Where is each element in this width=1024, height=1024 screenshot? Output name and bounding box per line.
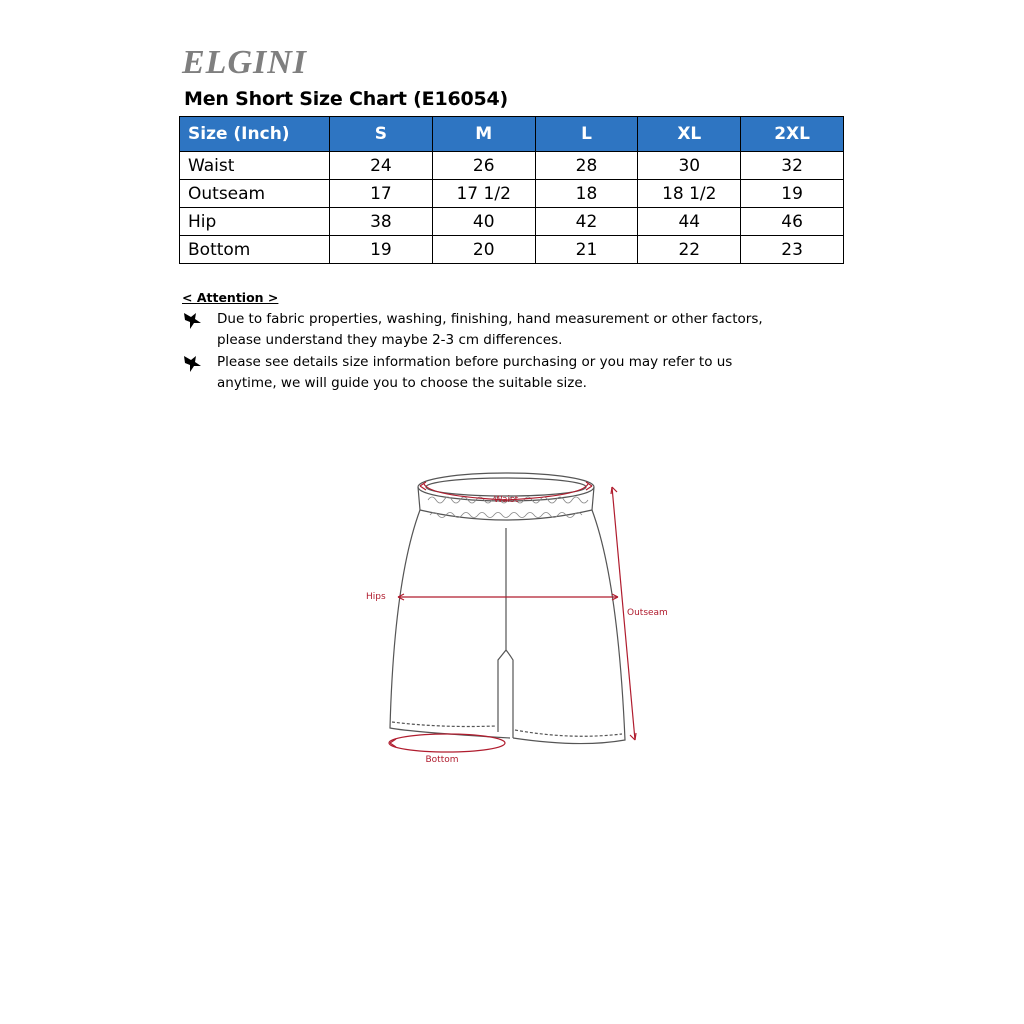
header-cell-s: S: [330, 117, 433, 152]
table-cell: 42: [535, 208, 638, 236]
table-header-row: [180, 117, 844, 152]
table-cell: 40: [432, 208, 535, 236]
table-cell: 19: [330, 236, 433, 264]
attention-note-text: Due to fabric properties, washing, finishing, hand measurement or other factors, please understand they maybe 2-3 cm differences.: [217, 311, 763, 348]
table-cell: 28: [535, 152, 638, 180]
table-row-outseam: [180, 180, 844, 208]
header-cell-l: L: [535, 117, 638, 152]
header-cell-2xl: 2XL: [741, 117, 844, 152]
table-row-waist: [180, 152, 844, 180]
table-row-bottom: [180, 236, 844, 264]
shorts-outline: [390, 473, 625, 744]
table-cell: 18 1/2: [638, 180, 741, 208]
shorts-measurement-diagram: [350, 460, 690, 780]
table-cell: 26: [432, 152, 535, 180]
table-cell: 24: [330, 152, 433, 180]
attention-note: [182, 352, 777, 394]
table-cell: 32: [741, 152, 844, 180]
table-cell: 38: [330, 208, 433, 236]
attention-heading: < Attention >: [182, 290, 279, 305]
page-title: Men Short Size Chart (E16054): [184, 88, 509, 110]
row-label: Waist: [180, 152, 330, 180]
attention-note: [182, 309, 777, 351]
outseam-label: Outseam: [627, 608, 668, 618]
table-cell: 30: [638, 152, 741, 180]
size-chart-table: [179, 116, 844, 264]
table-cell: 22: [638, 236, 741, 264]
row-label: Bottom: [180, 236, 330, 264]
table-cell: 46: [741, 208, 844, 236]
row-label: Outseam: [180, 180, 330, 208]
table-cell: 23: [741, 236, 844, 264]
header-cell-xl: XL: [638, 117, 741, 152]
row-label: Hip: [180, 208, 330, 236]
measurement-labels: [366, 495, 668, 765]
pushpin-icon: [182, 309, 204, 331]
table-cell: 20: [432, 236, 535, 264]
table-cell: 21: [535, 236, 638, 264]
bottom-label: Bottom: [425, 755, 459, 765]
brand-logo: ELGINI: [182, 44, 308, 81]
attention-note-text: Please see details size information before purchasing or you may refer to us anytime, we will guide you to choose the suitable size.: [217, 354, 733, 391]
pushpin-icon: [182, 352, 204, 374]
table-cell: 19: [741, 180, 844, 208]
table-cell: 17: [330, 180, 433, 208]
waist-label: Waist: [493, 495, 519, 505]
hips-label: Hips: [366, 592, 386, 602]
table-cell: 18: [535, 180, 638, 208]
header-cell-m: M: [432, 117, 535, 152]
table-row-hip: [180, 208, 844, 236]
header-cell-size: Size (Inch): [180, 117, 330, 152]
table-cell: 17 1/2: [432, 180, 535, 208]
table-cell: 44: [638, 208, 741, 236]
